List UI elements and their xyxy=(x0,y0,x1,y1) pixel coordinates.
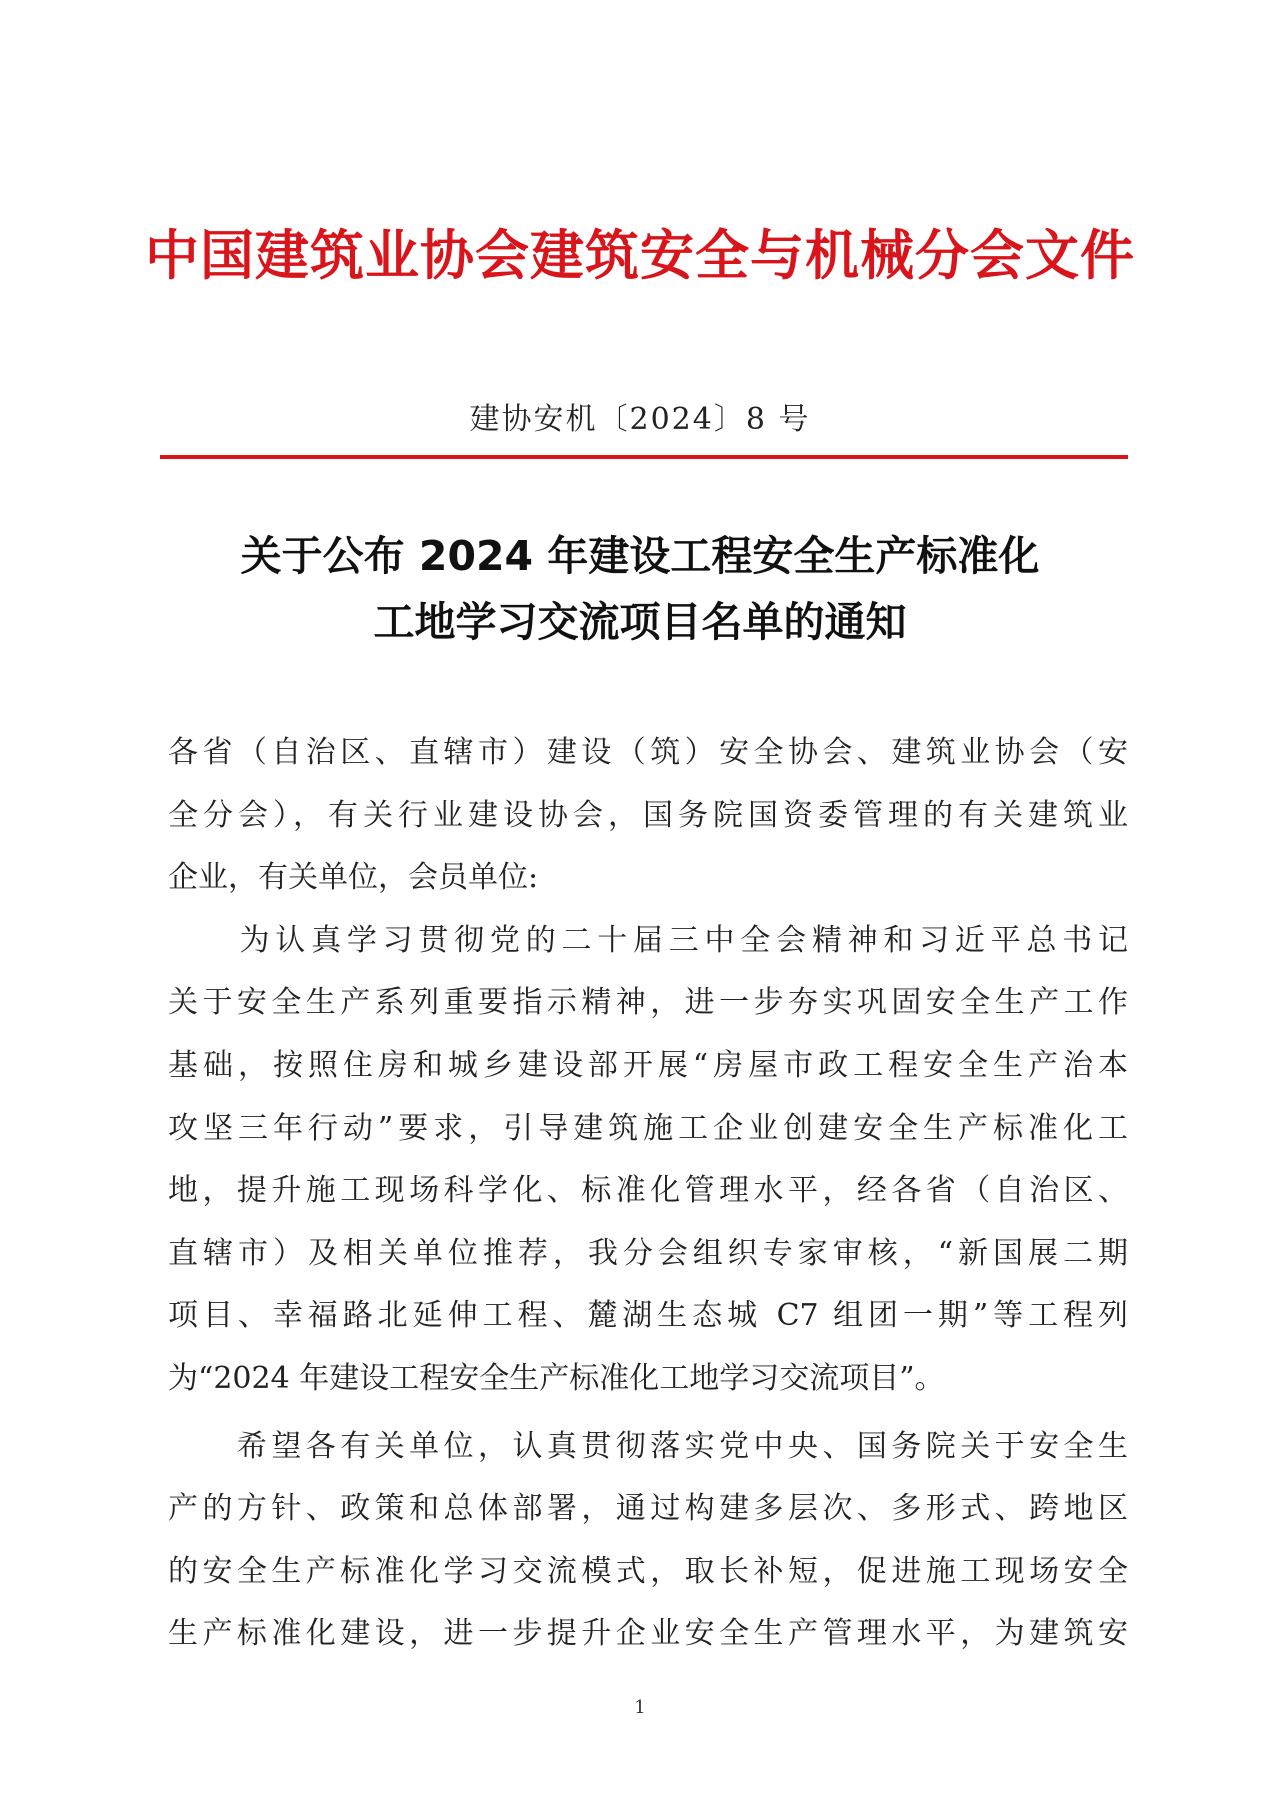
paragraph-line: 攻坚三年行动”要求，引导建筑施工企业创建安全生产标准化工 xyxy=(168,1110,1128,1146)
paragraph-line: 生产标准化建设，进一步提升企业安全生产管理水平，为建筑安 xyxy=(168,1616,1128,1652)
issuing-organization-header: 中国建筑业协会建筑安全与机械分会文件 xyxy=(145,224,1135,287)
paragraph-line: 希望各有关单位，认真贯彻落实党中央、国务院关于安全生 xyxy=(168,1428,1128,1464)
notice-title xyxy=(0,523,1280,655)
salutation-line: 各省（自治区、直辖市）建设（筑）安全协会、建筑业协会（安 xyxy=(168,735,1128,770)
document-number: 建协安机〔2024〕8 号 xyxy=(469,402,811,437)
page-number: 1 xyxy=(634,1697,646,1718)
salutation-line: 企业，有关单位，会员单位: xyxy=(168,860,539,896)
paragraph-2 xyxy=(168,1416,1128,1666)
paragraph-line: 产的方针、政策和总体部署，通过构建多层次、多形式、跨地区 xyxy=(168,1491,1128,1527)
paragraph-line: 为“2024 年建设工程安全生产标准化工地学习交流项目”。 xyxy=(168,1360,945,1396)
paragraph-line: 地，提升施工现场科学化、标准化管理水平，经各省（自治区、 xyxy=(168,1173,1128,1209)
salutation xyxy=(168,722,1128,910)
red-separator-line xyxy=(160,455,1128,459)
paragraph-line: 关于安全生产系列重要指示精神，进一步夯实巩固安全生产工作 xyxy=(168,985,1128,1021)
notice-title-line-2: 工地学习交流项目名单的通知 xyxy=(373,598,907,646)
paragraph-line: 直辖市）及相关单位推荐，我分会组织专家审核，“新国展二期 xyxy=(168,1235,1128,1271)
paragraph-line: 的安全生产标准化学习交流模式，取长补短，促进施工现场安全 xyxy=(168,1553,1128,1589)
notice-body xyxy=(168,722,1128,1666)
notice-title-line-1: 关于公布 2024 年建设工程安全生产标准化 xyxy=(240,532,1040,580)
paragraph-line: 为认真学习贯彻党的二十届三中全会精神和习近平总书记 xyxy=(168,922,1128,958)
salutation-line: 全分会），有关行业建设协会，国务院国资委管理的有关建筑业 xyxy=(168,797,1128,833)
paragraph-line: 基础，按照住房和城乡建设部开展“房屋市政工程安全生产治本 xyxy=(168,1047,1128,1083)
paragraph-line: 项目、幸福路北延伸工程、麓湖生态城 C7 组团一期”等工程列 xyxy=(168,1298,1128,1334)
paragraph-1 xyxy=(168,910,1128,1411)
